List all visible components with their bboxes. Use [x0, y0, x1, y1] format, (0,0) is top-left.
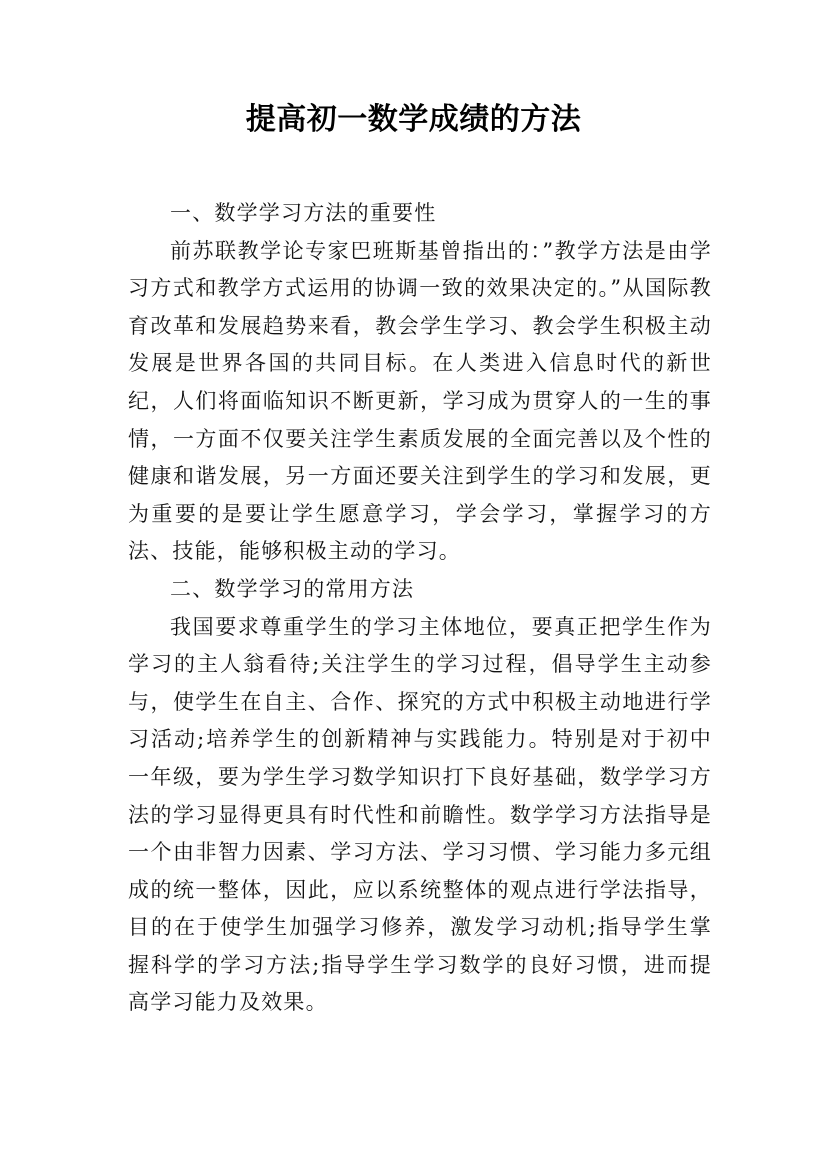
section-heading-common-methods: 二、数学学习的常用方法 [170, 576, 415, 601]
section-heading-importance: 一、数学学习方法的重要性 [170, 201, 437, 225]
document-body [128, 195, 712, 1022]
document-title: 提高初一数学成绩的方法 [245, 102, 582, 137]
section-paragraph-common-methods: 我国要求尊重学生的学习主体地位，要真正把学生作为学习的主人翁看待;关注学生的学习过程，倡导学生主动参与，使学生在自主、合作、探究的方式中积极主动地进行学习活动;培养学生的创新精神与实践能力。特别是对于初中一年级，要为学生学习数学知识打下良好基础，数学学习方法的学习显得更具有时代性和前瞻性。数学学习方法指导是一个由非智力因素、学习方法、学习习惯、学习能力多元组成的统一整体，因此，应以系统整体的观点进行学法指导，目的在于使学生加强学习修养，激发学习动机;指导学生掌握科学的学习方法;指导学生学习数学的良好习惯，进而提高学习能力及效果。 [128, 614, 712, 1015]
section-paragraph-importance: 前苏联教学论专家巴班斯基曾指出的：”教学方法是由学习方式和教学方式运用的协调一致的效果决定的。”从国际教育改革和发展趋势来看，教会学生学习、教会学生积极主动发展是世界各国的共同目标。在人类进入信息时代的新世纪，人们将面临知识不断更新，学习成为贯穿人的一生的事情，一方面不仅要关注学生素质发展的全面完善以及个性的健康和谐发展，另一方面还要关注到学生的学习和发展，更为重要的是要让学生愿意学习，学会学习，掌握学习的方法、技能，能够积极主动的学习。 [128, 238, 712, 564]
